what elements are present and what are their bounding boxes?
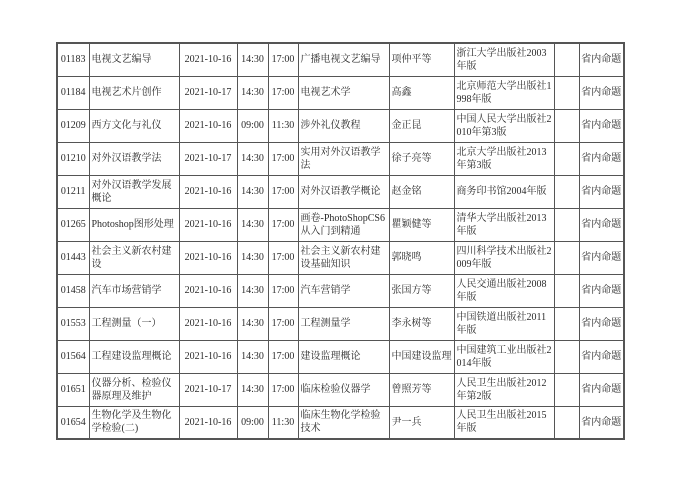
- cell-publisher: 人民交通出版社2008年版: [454, 274, 554, 307]
- cell-textbook-name: 画卷-PhotoShopCS6从入门到精通: [298, 208, 389, 241]
- cell-publisher: 北京大学出版社2013年第3版: [454, 142, 554, 175]
- cell-exam-note: 省内命题: [579, 142, 624, 175]
- cell-end-time: 17:00: [268, 208, 298, 241]
- cell-start-time: 14:30: [237, 373, 268, 406]
- cell-blank: [554, 406, 579, 439]
- cell-start-time: 14:30: [237, 142, 268, 175]
- cell-end-time: 17:00: [268, 274, 298, 307]
- cell-author: 金正昆: [389, 109, 454, 142]
- cell-blank: [554, 373, 579, 406]
- cell-end-time: 17:00: [268, 373, 298, 406]
- cell-end-time: 17:00: [268, 142, 298, 175]
- cell-textbook-name: 临床检验仪器学: [298, 373, 389, 406]
- table-row: [57, 76, 624, 109]
- cell-end-time: 17:00: [268, 307, 298, 340]
- cell-course-name: 工程建设监理概论: [89, 340, 179, 373]
- cell-exam-note: 省内命题: [579, 241, 624, 274]
- cell-start-time: 09:00: [237, 406, 268, 439]
- cell-author: 赵金铭: [389, 175, 454, 208]
- exam-schedule-table: [56, 42, 625, 440]
- cell-textbook-name: 汽车营销学: [298, 274, 389, 307]
- cell-blank: [554, 241, 579, 274]
- cell-author: 项仲平等: [389, 43, 454, 76]
- table-row: [57, 406, 624, 439]
- cell-blank: [554, 76, 579, 109]
- cell-course-name: 电视艺术片创作: [89, 76, 179, 109]
- cell-exam-date: 2021-10-17: [179, 373, 237, 406]
- exam-table-body: [57, 43, 624, 439]
- cell-author: 郭晓鸣: [389, 241, 454, 274]
- table-row: [57, 274, 624, 307]
- cell-course-code: 01443: [57, 241, 89, 274]
- cell-course-code: 01211: [57, 175, 89, 208]
- cell-start-time: 14:30: [237, 208, 268, 241]
- cell-publisher: 中国人民大学出版社2010年第3版: [454, 109, 554, 142]
- cell-exam-date: 2021-10-17: [179, 76, 237, 109]
- cell-course-name: 仪器分析、检验仪器原理及维护: [89, 373, 179, 406]
- cell-blank: [554, 208, 579, 241]
- cell-author: 瞿颖健等: [389, 208, 454, 241]
- cell-start-time: 09:00: [237, 109, 268, 142]
- cell-author: 尹一兵: [389, 406, 454, 439]
- cell-publisher: 浙江大学出版社2003年版: [454, 43, 554, 76]
- cell-end-time: 11:30: [268, 406, 298, 439]
- cell-blank: [554, 340, 579, 373]
- cell-course-code: 01183: [57, 43, 89, 76]
- table-row: [57, 307, 624, 340]
- cell-start-time: 14:30: [237, 307, 268, 340]
- table-row: [57, 175, 624, 208]
- table-row: [57, 208, 624, 241]
- cell-blank: [554, 43, 579, 76]
- cell-author: 高鑫: [389, 76, 454, 109]
- cell-exam-date: 2021-10-16: [179, 43, 237, 76]
- cell-exam-date: 2021-10-16: [179, 307, 237, 340]
- cell-end-time: 17:00: [268, 175, 298, 208]
- table-row: [57, 43, 624, 76]
- cell-start-time: 14:30: [237, 175, 268, 208]
- cell-end-time: 17:00: [268, 340, 298, 373]
- cell-course-code: 01654: [57, 406, 89, 439]
- cell-exam-note: 省内命题: [579, 208, 624, 241]
- cell-course-name: 工程测量（一）: [89, 307, 179, 340]
- cell-publisher: 四川科学技术出版社2009年版: [454, 241, 554, 274]
- cell-publisher: 清华大学出版社2013年版: [454, 208, 554, 241]
- cell-exam-note: 省内命题: [579, 175, 624, 208]
- cell-exam-date: 2021-10-16: [179, 208, 237, 241]
- cell-exam-date: 2021-10-16: [179, 175, 237, 208]
- cell-exam-date: 2021-10-17: [179, 142, 237, 175]
- table-row: [57, 241, 624, 274]
- cell-exam-date: 2021-10-16: [179, 274, 237, 307]
- cell-textbook-name: 广播电视文艺编导: [298, 43, 389, 76]
- cell-course-name: 对外汉语教学发展概论: [89, 175, 179, 208]
- cell-course-name: 西方文化与礼仪: [89, 109, 179, 142]
- table-row: [57, 373, 624, 406]
- cell-course-code: 01184: [57, 76, 89, 109]
- cell-publisher: 人民卫生出版社2015年版: [454, 406, 554, 439]
- cell-course-name: 生物化学及生物化学检验(二): [89, 406, 179, 439]
- cell-course-name: 对外汉语教学法: [89, 142, 179, 175]
- cell-publisher: 中国铁道出版社2011年版: [454, 307, 554, 340]
- cell-exam-note: 省内命题: [579, 109, 624, 142]
- cell-textbook-name: 实用对外汉语教学法: [298, 142, 389, 175]
- cell-course-name: 电视文艺编导: [89, 43, 179, 76]
- cell-author: 徐子亮等: [389, 142, 454, 175]
- table-row: [57, 142, 624, 175]
- cell-blank: [554, 274, 579, 307]
- cell-course-name: 汽车市场营销学: [89, 274, 179, 307]
- cell-exam-note: 省内命题: [579, 406, 624, 439]
- cell-course-code: 01651: [57, 373, 89, 406]
- table-row: [57, 109, 624, 142]
- cell-author: 李永树等: [389, 307, 454, 340]
- cell-exam-note: 省内命题: [579, 373, 624, 406]
- cell-exam-note: 省内命题: [579, 274, 624, 307]
- cell-author: 中国建设监理: [389, 340, 454, 373]
- cell-exam-note: 省内命题: [579, 43, 624, 76]
- cell-start-time: 14:30: [237, 340, 268, 373]
- cell-textbook-name: 工程测量学: [298, 307, 389, 340]
- cell-end-time: 17:00: [268, 241, 298, 274]
- cell-blank: [554, 142, 579, 175]
- cell-exam-note: 省内命题: [579, 76, 624, 109]
- cell-end-time: 17:00: [268, 43, 298, 76]
- cell-author: 曾照芳等: [389, 373, 454, 406]
- cell-start-time: 14:30: [237, 43, 268, 76]
- cell-course-code: 01564: [57, 340, 89, 373]
- cell-author: 张国方等: [389, 274, 454, 307]
- cell-exam-date: 2021-10-16: [179, 241, 237, 274]
- cell-start-time: 14:30: [237, 274, 268, 307]
- cell-course-code: 01210: [57, 142, 89, 175]
- cell-start-time: 14:30: [237, 76, 268, 109]
- cell-exam-note: 省内命题: [579, 340, 624, 373]
- cell-course-code: 01209: [57, 109, 89, 142]
- cell-publisher: 北京师范大学出版社1998年版: [454, 76, 554, 109]
- cell-exam-date: 2021-10-16: [179, 109, 237, 142]
- cell-course-code: 01265: [57, 208, 89, 241]
- cell-textbook-name: 建设监理概论: [298, 340, 389, 373]
- cell-course-name: 社会主义新农村建设: [89, 241, 179, 274]
- cell-blank: [554, 307, 579, 340]
- cell-textbook-name: 涉外礼仪教程: [298, 109, 389, 142]
- cell-blank: [554, 175, 579, 208]
- cell-course-name: Photoshop图形处理: [89, 208, 179, 241]
- cell-publisher: 人民卫生出版社2012年第2版: [454, 373, 554, 406]
- cell-end-time: 17:00: [268, 76, 298, 109]
- cell-publisher: 商务印书馆2004年版: [454, 175, 554, 208]
- cell-publisher: 中国建筑工业出版社2014年版: [454, 340, 554, 373]
- cell-exam-date: 2021-10-16: [179, 340, 237, 373]
- cell-blank: [554, 109, 579, 142]
- cell-course-code: 01458: [57, 274, 89, 307]
- cell-textbook-name: 电视艺术学: [298, 76, 389, 109]
- cell-textbook-name: 临床生物化学检验技术: [298, 406, 389, 439]
- cell-start-time: 14:30: [237, 241, 268, 274]
- cell-exam-note: 省内命题: [579, 307, 624, 340]
- cell-end-time: 11:30: [268, 109, 298, 142]
- cell-course-code: 01553: [57, 307, 89, 340]
- cell-exam-date: 2021-10-16: [179, 406, 237, 439]
- table-row: [57, 340, 624, 373]
- cell-textbook-name: 社会主义新农村建设基础知识: [298, 241, 389, 274]
- cell-textbook-name: 对外汉语教学概论: [298, 175, 389, 208]
